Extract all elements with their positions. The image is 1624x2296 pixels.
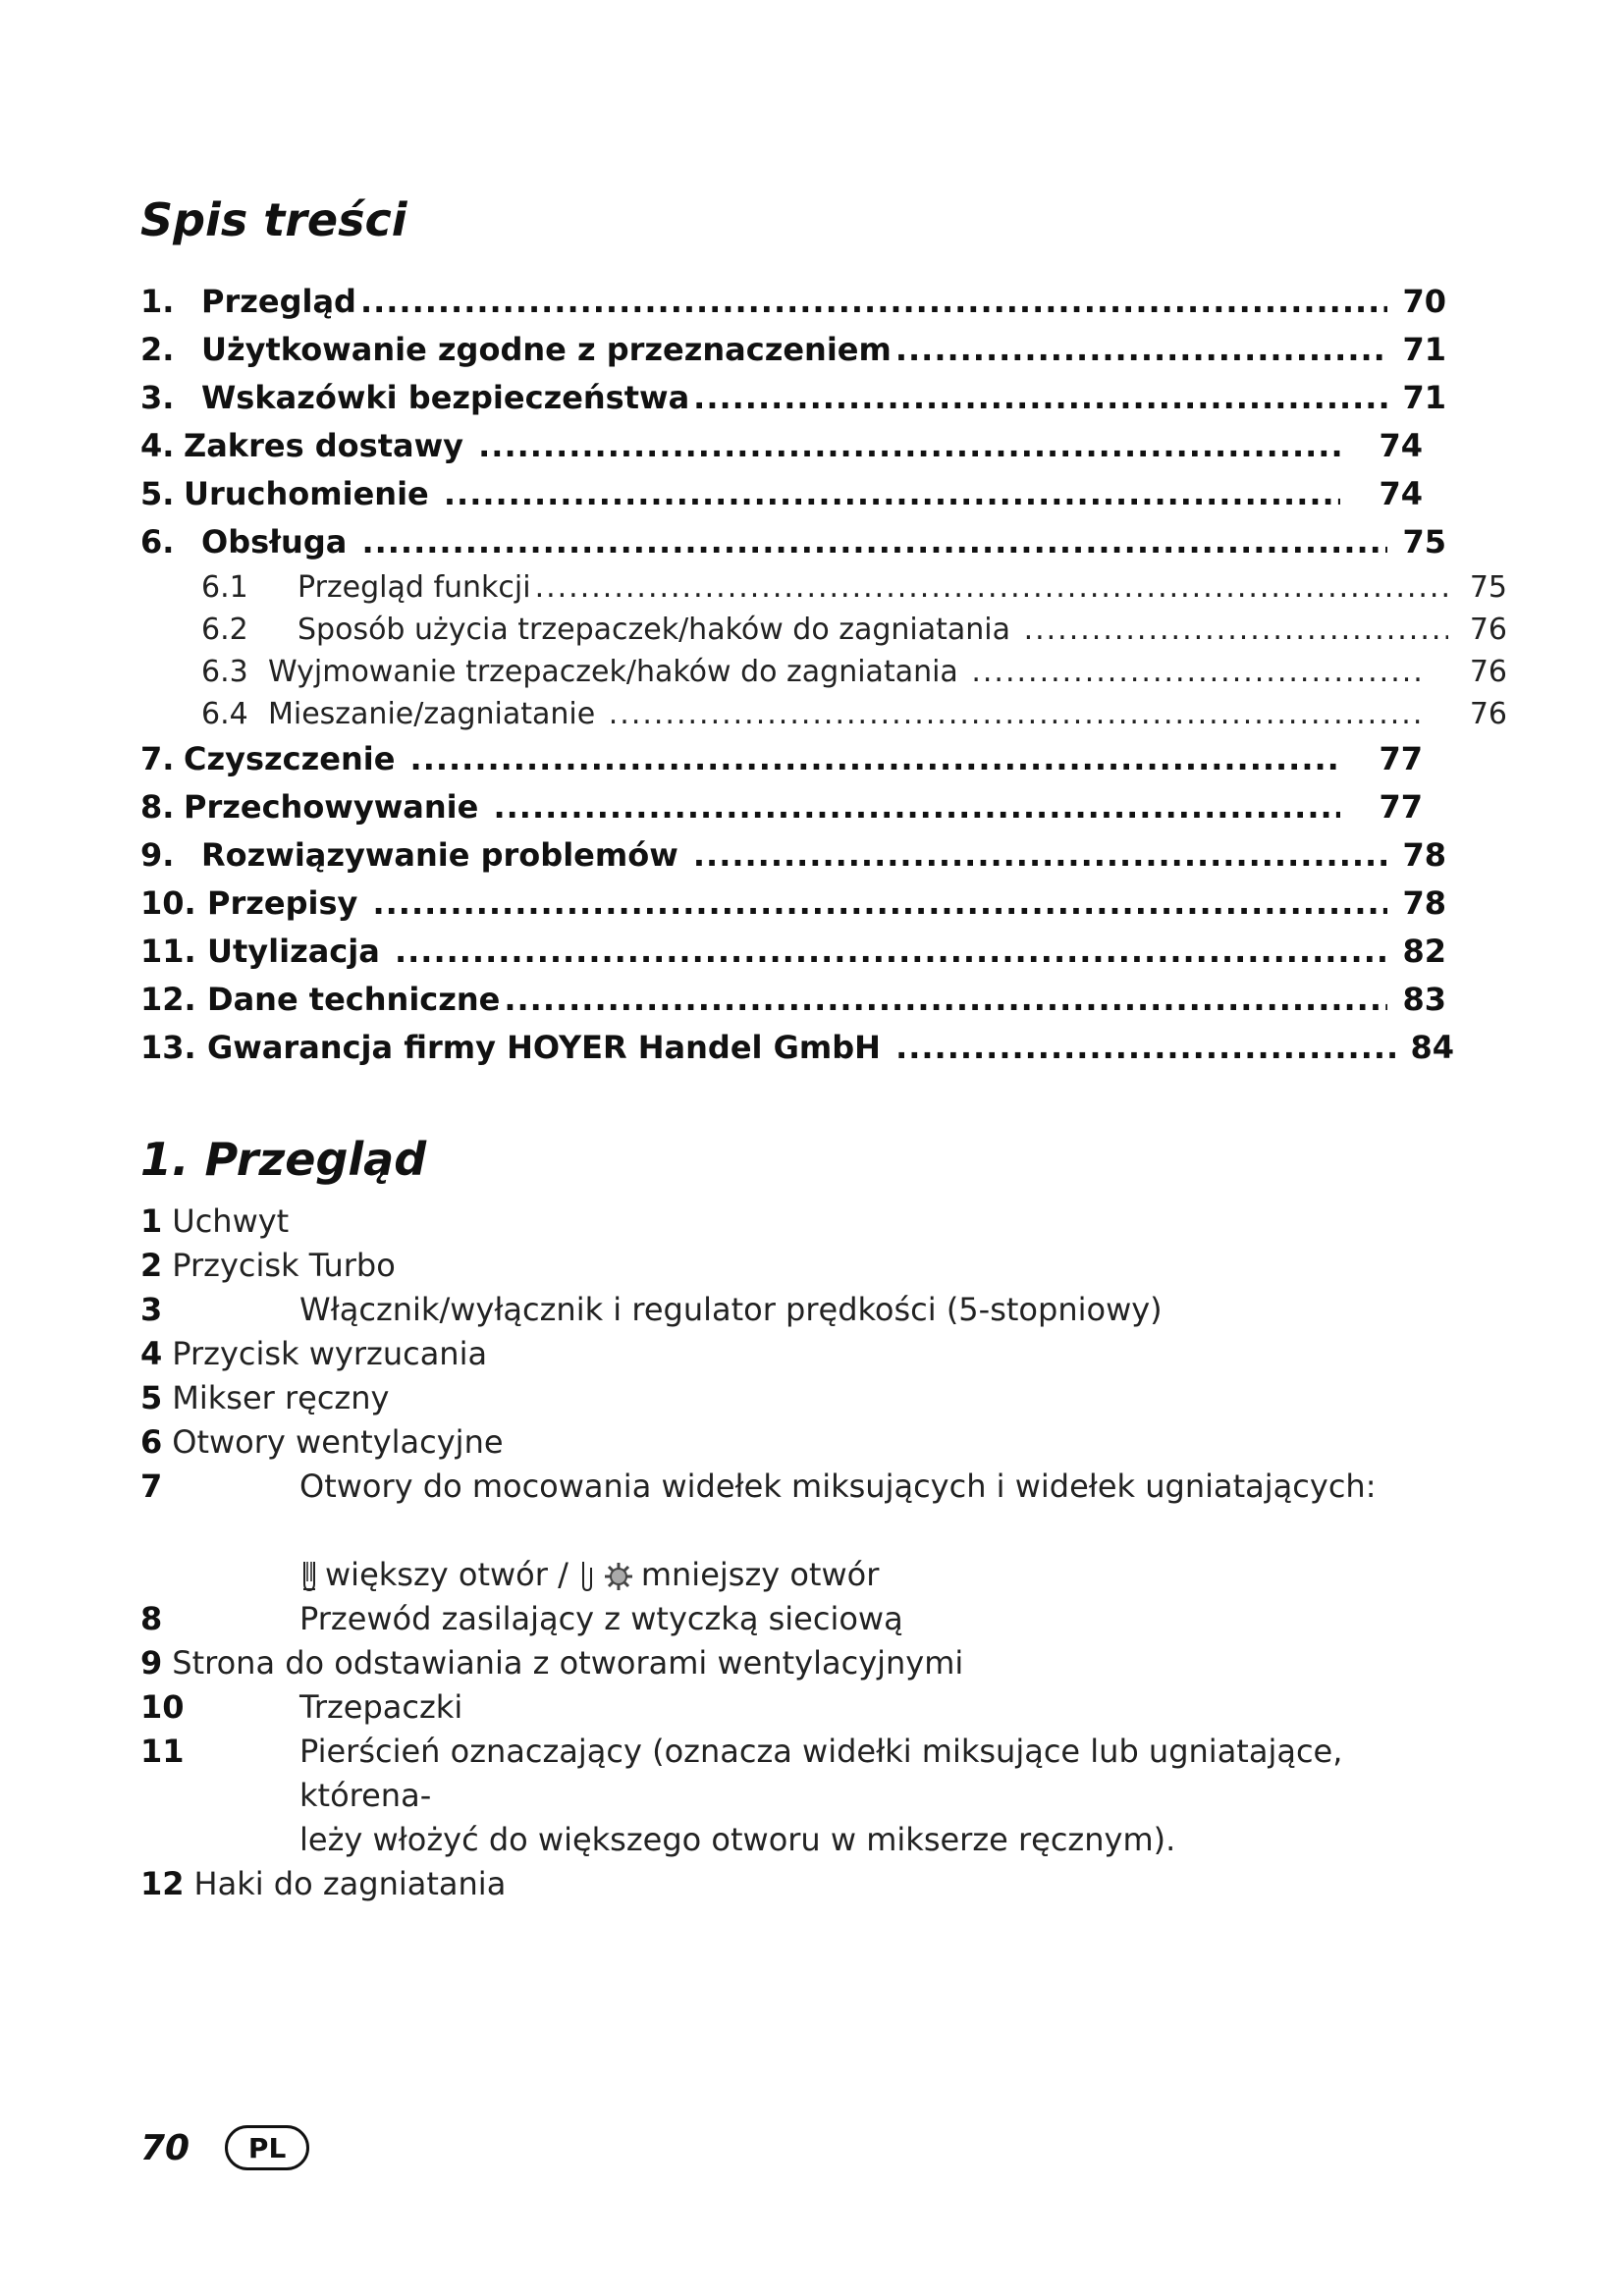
- toc-leader-dots: [535, 566, 1448, 609]
- toc-entry: [140, 880, 1446, 928]
- legend-item: [140, 1730, 1446, 1862]
- toc-entry-number: 11.: [140, 933, 196, 970]
- toc-entry: [140, 470, 1423, 518]
- toc-entry-number: 6.1: [201, 570, 248, 605]
- toc-entry-page: 78: [1402, 836, 1446, 874]
- toc-leader-dots: [1024, 609, 1448, 651]
- opening-sizes-line: [140, 1509, 1446, 1597]
- toc-entry: [140, 609, 1507, 651]
- legend-item-text: Strona do odstawiania z otworami wentylacyjnymi: [172, 1644, 964, 1682]
- toc-leader-dots: [410, 735, 1340, 783]
- toc-entry-label: Przechowywanie: [184, 788, 490, 826]
- toc-entry-label: Obsługa: [201, 523, 358, 561]
- legend-item-number: 6: [140, 1423, 163, 1461]
- toc-entry-page: 75: [1469, 570, 1507, 605]
- toc-leader-dots: [504, 976, 1387, 1024]
- toc-entry-number: 4.: [140, 427, 175, 464]
- toc-leader-dots: [493, 783, 1340, 831]
- legend-item: [140, 1332, 1446, 1376]
- toc-entry-page: 75: [1402, 523, 1446, 561]
- legend-item-number: 9: [140, 1644, 163, 1682]
- legend-item: [140, 1200, 1446, 1244]
- legend-item: [140, 1288, 1446, 1332]
- toc-entry-number: 6.3: [201, 655, 248, 689]
- toc-entry-number: 13.: [140, 1029, 196, 1066]
- legend-item: [140, 1244, 1446, 1288]
- toc-leader-dots: [693, 374, 1387, 422]
- toc-entry-label: Dane techniczne: [207, 981, 501, 1018]
- toc-entry: [140, 693, 1507, 735]
- legend-item: [140, 1597, 1446, 1641]
- legend-item-text-continued: leży włożyć do większego otworu w mikserze ręcznym).: [299, 1821, 1176, 1858]
- larger-opening-label: większy otwór /: [325, 1556, 568, 1593]
- toc-entry-number: 9.: [140, 836, 175, 874]
- toc-leader-dots: [693, 831, 1387, 880]
- toc-leader-dots: [895, 1024, 1401, 1072]
- toc-entry: [140, 374, 1446, 422]
- toc-entry-page: 76: [1469, 613, 1507, 647]
- legend-item-number: 1: [140, 1202, 163, 1240]
- toc-entry: [140, 566, 1507, 609]
- toc-entry-page: 77: [1379, 740, 1423, 777]
- toc-leader-dots: [895, 326, 1387, 374]
- toc-leader-dots: [478, 422, 1340, 470]
- toc-entry-label: Rozwiązywanie problemów: [201, 836, 689, 874]
- toc-entry-label: Wyjmowanie trzepaczek/haków do zagniatania: [268, 655, 968, 689]
- toc-entry-label: Uruchomienie: [184, 475, 440, 512]
- toc-entry-number: 2.: [140, 331, 175, 368]
- parts-legend: [140, 1200, 1446, 1906]
- toc-entry: [140, 518, 1446, 566]
- toc-entry-label: Przepisy: [207, 884, 369, 922]
- toc-entry-number: 8.: [140, 788, 175, 826]
- toc-entry: [140, 651, 1507, 693]
- legend-item-text: Przycisk wyrzucania: [172, 1335, 488, 1372]
- legend-item: [140, 1376, 1446, 1420]
- legend-item-text: Przycisk Turbo: [172, 1247, 396, 1284]
- legend-item-number: 12: [140, 1865, 185, 1902]
- legend-item-number: 5: [140, 1379, 163, 1416]
- toc-leader-dots: [372, 880, 1387, 928]
- toc-entry-label: Mieszanie/zagniatanie: [268, 697, 605, 731]
- toc-leader-dots: [609, 693, 1425, 735]
- toc-entry-number: 6.4: [201, 697, 248, 731]
- legend-item: [140, 1641, 1446, 1685]
- toc-leader-dots: [444, 470, 1340, 518]
- toc-entry-label: Zakres dostawy: [184, 427, 475, 464]
- toc-entry-number: 6.: [140, 523, 175, 561]
- toc-entry-page: 76: [1469, 697, 1507, 731]
- legend-item-text: Otwory wentylacyjne: [172, 1423, 504, 1461]
- toc-entry-page: 77: [1379, 788, 1423, 826]
- toc-entry-page: 78: [1402, 884, 1446, 922]
- toc-entry-page: 76: [1469, 655, 1507, 689]
- dough-hook-icon: [580, 1560, 594, 1593]
- page-number: 70: [140, 2127, 190, 2168]
- legend-item-text: Włącznik/wyłącznik i regulator prędkości (5-stopniowy): [299, 1291, 1163, 1328]
- table-of-contents: [140, 278, 1507, 1072]
- toc-entry: [140, 976, 1446, 1024]
- toc-leader-dots: [360, 278, 1387, 326]
- toc-entry-number: 7.: [140, 740, 175, 777]
- toc-entry: [140, 326, 1446, 374]
- toc-entry-page: 70: [1402, 283, 1446, 320]
- legend-item-number: 7: [140, 1468, 163, 1505]
- gear-marker-icon: [604, 1562, 633, 1591]
- toc-leader-dots: [361, 518, 1387, 566]
- toc-entry: [140, 928, 1446, 976]
- toc-entry: [140, 783, 1423, 831]
- toc-entry-label: Utylizacja: [207, 933, 391, 970]
- toc-entry: [140, 422, 1423, 470]
- toc-entry-label: Sposób użycia trzepaczek/haków do zagniatania: [298, 613, 1020, 647]
- legend-item-text: Otwory do mocowania widełek miksujących i widełek ugniatających:: [299, 1468, 1377, 1505]
- toc-entry-label: Wskazówki bezpieczeństwa: [201, 379, 690, 416]
- legend-item-text: Uchwyt: [172, 1202, 290, 1240]
- toc-title: Spis treści: [140, 193, 407, 246]
- toc-entry-label: Przegląd funkcji: [298, 570, 531, 605]
- toc-entry-page: 84: [1410, 1029, 1454, 1066]
- toc-entry-number: 12.: [140, 981, 196, 1018]
- section-title-overview: 1. Przegląd: [140, 1133, 427, 1186]
- legend-item: [140, 1862, 1446, 1906]
- legend-item: [140, 1420, 1446, 1465]
- toc-entry: [140, 735, 1423, 783]
- toc-entry: [140, 831, 1446, 880]
- toc-entry: [140, 1024, 1454, 1072]
- toc-entry-page: 71: [1402, 331, 1446, 368]
- toc-leader-dots: [971, 651, 1425, 693]
- page-footer: [140, 2118, 309, 2177]
- smaller-opening-label: mniejszy otwór: [640, 1556, 880, 1593]
- legend-item: [140, 1465, 1446, 1597]
- toc-entry-number: 1.: [140, 283, 175, 320]
- toc-entry-page: 83: [1402, 981, 1446, 1018]
- toc-entry-page: 74: [1379, 475, 1423, 512]
- legend-item-number: 3: [140, 1291, 163, 1328]
- toc-entry-label: Użytkowanie zgodne z przeznaczeniem: [201, 331, 892, 368]
- legend-item-number: 8: [140, 1600, 163, 1637]
- toc-entry-number: 5.: [140, 475, 175, 512]
- legend-item: [140, 1685, 1446, 1730]
- toc-entry-label: Przegląd: [201, 283, 356, 320]
- beater-insert-icon: [301, 1560, 317, 1593]
- toc-entry-number: 10.: [140, 884, 196, 922]
- toc-entry-number: 6.2: [201, 613, 248, 647]
- toc-entry: [140, 278, 1446, 326]
- toc-entry-page: 82: [1402, 933, 1446, 970]
- legend-item-number: 10: [140, 1688, 185, 1726]
- legend-item-text: Mikser ręczny: [172, 1379, 390, 1416]
- toc-entry-label: Czyszczenie: [184, 740, 406, 777]
- legend-item-text: Przewód zasilający z wtyczką sieciową: [299, 1600, 903, 1637]
- legend-item-number: 4: [140, 1335, 163, 1372]
- legend-item-text: Haki do zagniatania: [193, 1865, 507, 1902]
- toc-entry-label: Gwarancja firmy HOYER Handel GmbH: [207, 1029, 893, 1066]
- legend-item-number: 11: [140, 1733, 185, 1770]
- language-badge: PL: [225, 2125, 309, 2170]
- legend-item-text: Pierścień oznaczający (oznacza widełki miksujące lub ugniatające, którena-: [299, 1733, 1343, 1814]
- toc-leader-dots: [395, 928, 1387, 976]
- toc-entry-number: 3.: [140, 379, 175, 416]
- toc-entry-page: 71: [1402, 379, 1446, 416]
- legend-item-number: 2: [140, 1247, 163, 1284]
- legend-item-text: Trzepaczki: [299, 1688, 463, 1726]
- toc-entry-page: 74: [1379, 427, 1423, 464]
